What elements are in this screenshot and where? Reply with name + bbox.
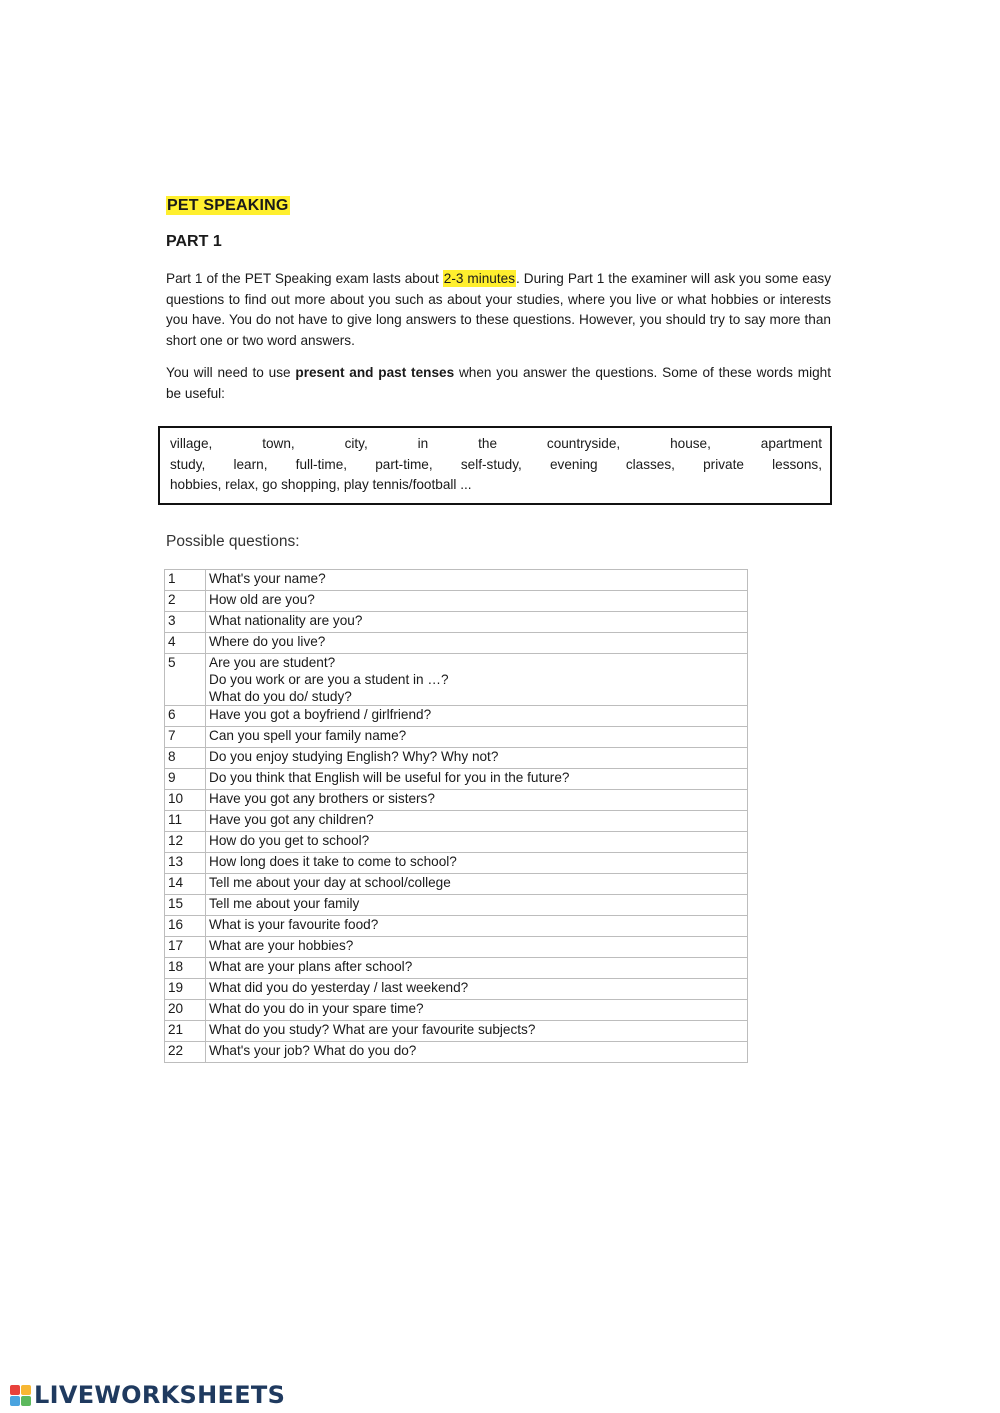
question-number: 15 <box>165 895 206 916</box>
question-row <box>165 811 748 832</box>
question-row <box>165 790 748 811</box>
question-row <box>165 654 748 706</box>
intro-paragraph <box>166 269 831 351</box>
questions-heading: Possible questions: <box>166 533 300 550</box>
question-row <box>165 853 748 874</box>
question-number: 20 <box>165 1000 206 1021</box>
question-row <box>165 706 748 727</box>
tense-text-end: when you answer the questions. Some of these words might be useful: <box>166 365 831 401</box>
question-row <box>165 832 748 853</box>
question-text: How old are you? <box>206 591 748 612</box>
question-row <box>165 591 748 612</box>
question-number: 22 <box>165 1042 206 1063</box>
question-text: Tell me about your family <box>206 895 748 916</box>
question-number: 4 <box>165 633 206 654</box>
question-text: Have you got any brothers or sisters? <box>206 790 748 811</box>
logo-text: LIVEWORKSHEETS <box>34 1381 286 1409</box>
question-row <box>165 937 748 958</box>
question-text: Have you got a boyfriend / girlfriend? <box>206 706 748 727</box>
question-number: 2 <box>165 591 206 612</box>
logo-block <box>21 1385 31 1395</box>
questions-table <box>164 569 748 1063</box>
question-text: What did you do yesterday / last weekend? <box>206 979 748 1000</box>
title-highlight: PET SPEAKING <box>167 197 289 214</box>
question-number: 12 <box>165 832 206 853</box>
questions-table-body <box>165 570 748 1063</box>
question-row <box>165 612 748 633</box>
tense-text-start: You will need to use <box>166 365 296 380</box>
intro-text-end: . During Part 1 the examiner will ask you some easy questions to find out more about you such as about your studies, where you live or what hobbies or interests you have. You do not have to give long answers to these questions. However, you should try to say more than short one or two word answers. <box>166 271 831 348</box>
question-row <box>165 769 748 790</box>
useful-words-box <box>158 426 832 505</box>
question-text: Can you spell your family name? <box>206 727 748 748</box>
logo-block <box>10 1396 20 1406</box>
question-text: What are your hobbies? <box>206 937 748 958</box>
question-number: 16 <box>165 916 206 937</box>
word-box-line-3: hobbies, relax, go shopping, play tennis/football ... <box>170 477 472 492</box>
question-number: 1 <box>165 570 206 591</box>
question-number: 21 <box>165 1021 206 1042</box>
question-row <box>165 979 748 1000</box>
question-text: What do you study? What are your favourite subjects? <box>206 1021 748 1042</box>
question-text: What's your job? What do you do? <box>206 1042 748 1063</box>
question-row <box>165 1000 748 1021</box>
logo-blocks-icon <box>10 1385 31 1406</box>
question-number: 13 <box>165 853 206 874</box>
question-text: How long does it take to come to school? <box>206 853 748 874</box>
document-title <box>166 197 290 215</box>
question-number: 6 <box>165 706 206 727</box>
tense-paragraph <box>166 363 831 404</box>
question-number: 8 <box>165 748 206 769</box>
question-row <box>165 570 748 591</box>
question-number: 18 <box>165 958 206 979</box>
question-number: 19 <box>165 979 206 1000</box>
question-text: How do you get to school? <box>206 832 748 853</box>
question-number: 5 <box>165 654 206 706</box>
question-row <box>165 895 748 916</box>
question-text: Do you think that English will be useful for you in the future? <box>206 769 748 790</box>
part-heading: PART 1 <box>166 233 222 250</box>
word-box-line-1: village, town, city, in the countryside, house, apartment <box>170 436 822 451</box>
question-text: What's your name? <box>206 570 748 591</box>
question-text: What are your plans after school? <box>206 958 748 979</box>
word-box-line-2: study, learn, full-time, part-time, self-study, evening classes, private lessons, <box>170 456 822 472</box>
intro-text-start: Part 1 of the PET Speaking exam lasts about <box>166 271 443 286</box>
question-row <box>165 727 748 748</box>
tense-bold-text: present and past tenses <box>295 365 455 380</box>
logo-block <box>10 1385 20 1395</box>
question-text: Tell me about your day at school/college <box>206 874 748 895</box>
question-row <box>165 916 748 937</box>
question-row <box>165 633 748 654</box>
question-number: 14 <box>165 874 206 895</box>
question-row <box>165 958 748 979</box>
question-text: What nationality are you? <box>206 612 748 633</box>
duration-highlight: 2-3 minutes <box>443 271 516 286</box>
question-row <box>165 748 748 769</box>
question-text: Are you are student? Do you work or are you a student in …? What do you do/ study? <box>206 654 748 706</box>
question-text: Where do you live? <box>206 633 748 654</box>
question-text: What is your favourite food? <box>206 916 748 937</box>
liveworksheets-logo <box>10 1380 285 1410</box>
question-text: Have you got any children? <box>206 811 748 832</box>
question-number: 9 <box>165 769 206 790</box>
question-row <box>165 1021 748 1042</box>
logo-block <box>21 1396 31 1406</box>
question-number: 11 <box>165 811 206 832</box>
question-text: Do you enjoy studying English? Why? Why not? <box>206 748 748 769</box>
question-number: 7 <box>165 727 206 748</box>
question-number: 17 <box>165 937 206 958</box>
question-row <box>165 1042 748 1063</box>
question-text: What do you do in your spare time? <box>206 1000 748 1021</box>
question-number: 10 <box>165 790 206 811</box>
question-row <box>165 874 748 895</box>
question-number: 3 <box>165 612 206 633</box>
